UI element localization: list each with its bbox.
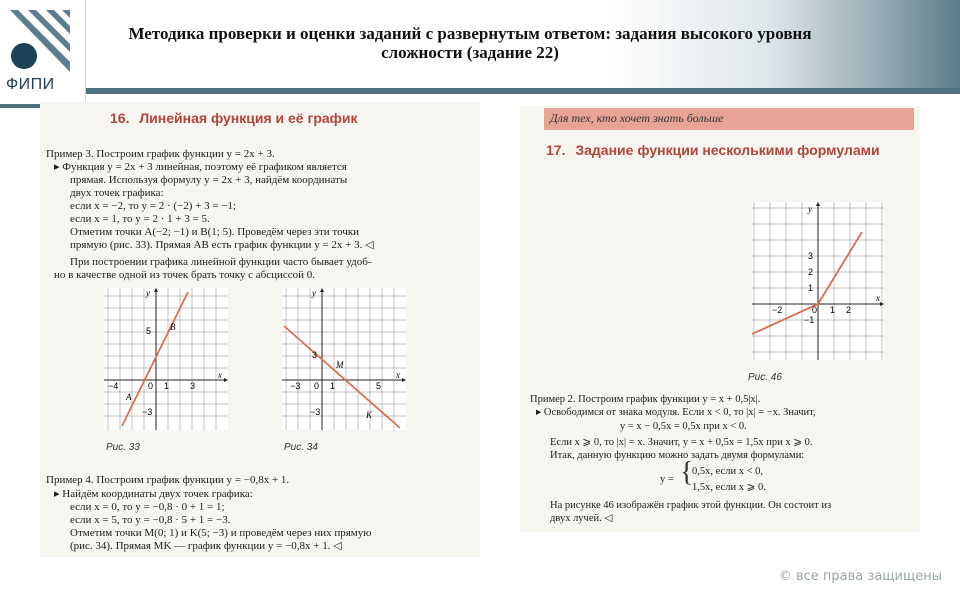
section-title: Линейная функция и её график [139, 110, 358, 126]
example4-line: (рис. 34). Прямая MK — график функции y = −0,8x + 1. ◁ [70, 540, 342, 552]
example3-line: если x = −2, то y = 2 · (−2) + 3 = −1; [70, 200, 237, 212]
figure-46-graph [752, 202, 884, 360]
tick-label: −3 [142, 407, 153, 417]
brace-icon: { [680, 457, 694, 488]
tick-label: 0 [812, 305, 818, 315]
section-number: 16. [110, 110, 130, 126]
textbook-page-left [40, 102, 480, 557]
paragraph-line: но в качестве одной из точек брать точку с абсциссой 0. [54, 269, 316, 281]
example4-line: ▸ Найдём координаты двух точек графика: [54, 488, 253, 500]
axis-label-y: y [146, 288, 150, 298]
example3-line: если x = 1, то y = 2 · 1 + 3 = 5. [70, 213, 210, 225]
figure-34-graph [282, 288, 406, 430]
axis-label-x: x [876, 293, 880, 303]
example4-line: если x = 5, то y = −0,8 · 5 + 1 = −3. [70, 514, 231, 526]
tick-label: 1 [830, 305, 836, 315]
formula-case: 0,5x, если x < 0, [692, 466, 763, 477]
tick-label: −2 [772, 305, 783, 315]
fipi-logo-icon [10, 10, 70, 72]
section-title: Задание функции несколькими формулами [575, 142, 880, 158]
tick-label: 5 [376, 381, 382, 391]
example2-line: Если x ⩾ 0, то |x| = x. Значит, y = x + 0,5x = 1,5x при x ⩾ 0. [550, 437, 813, 448]
formula-lhs: y = [660, 474, 674, 485]
example2-line: Пример 2. Построим график функции y = x + 0,5|x|. [530, 394, 761, 405]
tick-label: −4 [108, 381, 119, 391]
section-heading-17 [546, 142, 880, 158]
example4-line: Пример 4. Построим график функции y = −0,8x + 1. [46, 474, 290, 486]
logo [0, 0, 86, 104]
example2-line: ▸ Освободимся от знака модуля. Если x < 0, то |x| = −x. Значит, [536, 407, 816, 418]
figure-46-caption: Рис. 46 [748, 372, 782, 383]
figure-34-caption: Рис. 34 [284, 442, 318, 453]
tick-label: −3 [310, 407, 321, 417]
banner [544, 108, 914, 130]
section-number: 17. [546, 142, 566, 158]
example2-line: На рисунке 46 изображён график этой функции. Он состоит из [550, 500, 832, 511]
tick-label: −1 [804, 315, 815, 325]
example3-line: Отметим точки A(−2; −1) и B(1; 5). Проведём через эти точки [70, 226, 360, 238]
banner-text: Для тех, кто хочет знать больше [550, 111, 724, 125]
figure-33-graph [104, 288, 228, 430]
tick-label: 1 [330, 381, 336, 391]
axis-label-y: y [808, 204, 812, 214]
tick-label: 1 [164, 381, 170, 391]
tick-label: 3 [312, 350, 318, 360]
tick-label: 3 [808, 251, 814, 261]
example3-line: двух точек графика: [70, 187, 164, 199]
tick-label: 2 [846, 305, 852, 315]
point-label-a: A [126, 392, 132, 402]
axis-label-x: x [396, 370, 400, 380]
tick-label: 0 [148, 381, 154, 391]
example3-line: прямую (рис. 33). Прямая AB есть график функции y = 2x + 3. ◁ [70, 239, 374, 251]
figure-33-caption: Рис. 33 [106, 442, 140, 453]
axis-label-x: x [218, 370, 222, 380]
tick-label: −3 [290, 381, 301, 391]
example3-line: прямая. Используя формулу y = 2x + 3, найдём координаты [70, 174, 348, 186]
example2-line: y = x − 0,5x = 0,5x при x < 0. [620, 421, 747, 432]
copyright-footer: © все права защищены [778, 569, 942, 584]
paragraph-line: При построении графика линейной функции часто бывает удоб- [70, 256, 372, 268]
textbook-page-right [520, 106, 920, 532]
example4-line: Отметим точки M(0; 1) и K(5; −3) и проведём через них прямую [70, 527, 372, 539]
tick-label: 5 [146, 326, 152, 336]
tick-label: 2 [808, 267, 814, 277]
example4-line: если x = 0, то y = −0,8 · 0 + 1 = 1; [70, 501, 225, 513]
tick-label: 0 [314, 381, 320, 391]
tick-label: 3 [190, 381, 196, 391]
example2-line: Итак, данную функцию можно задать двумя формулами: [550, 450, 805, 461]
point-label-m: M [336, 360, 344, 370]
example3-line: ▸ Функция y = 2x + 3 линейная, поэтому её графиком является [54, 161, 347, 173]
axis-label-y: y [312, 288, 316, 298]
header-divider [86, 88, 960, 94]
example3-line: Пример 3. Построим график функции y = 2x + 3. [46, 148, 275, 160]
page-title: Методика проверки и оценки заданий с развернутым ответом: задания высокого уровня сложности (задание 22) [128, 24, 812, 62]
point-label-k: K [366, 410, 373, 420]
point-label-b: B [170, 322, 176, 332]
example2-line: двух лучей. ◁ [550, 513, 613, 524]
logo-text: ФИПИ [6, 76, 55, 93]
formula-case: 1,5x, если x ⩾ 0. [692, 482, 766, 493]
section-heading-16 [110, 110, 358, 126]
tick-label: 1 [808, 283, 814, 293]
